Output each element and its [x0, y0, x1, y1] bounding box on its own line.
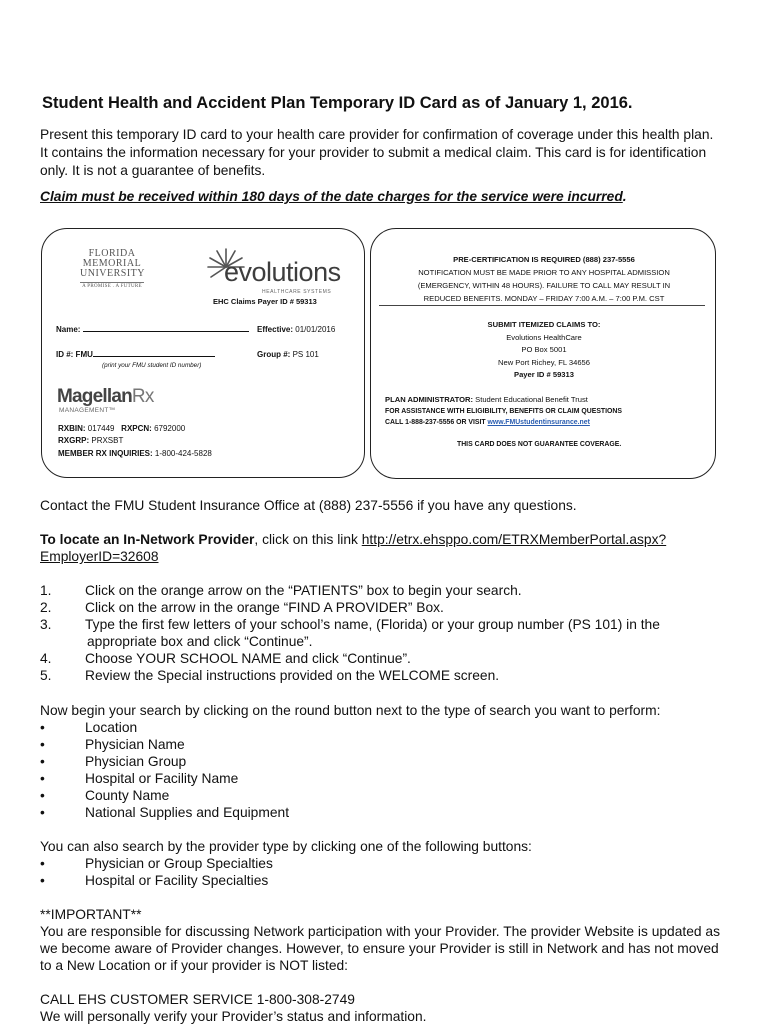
fmu-logo-line1: FLORIDA — [88, 248, 136, 259]
search-intro: Now begin your search by clicking on the round button next to the type of search you want to perform: — [40, 703, 661, 718]
call-customer-service: CALL EHS CUSTOMER SERVICE 1-800-308-2749 — [40, 992, 355, 1007]
effective-value: 01/01/2016 — [295, 325, 336, 334]
assistance-call: CALL 1-888-237-5556 OR VISIT — [385, 419, 486, 426]
submit-payer-id: Payer ID # 59313 — [514, 370, 574, 379]
locate-bold: To locate an In-Network Provider — [40, 532, 255, 547]
page-title: Student Health and Accident Plan Temporary ID Card as of January 1, 2016. — [42, 94, 633, 112]
step-text: Click on the arrow in the orange “FIND A PROVIDER” Box. — [85, 600, 444, 615]
magellan-sub: MANAGEMENT™ — [59, 407, 116, 414]
assistance-line1: FOR ASSISTANCE WITH ELIGIBILITY, BENEFITS OR CLAIM QUESTIONS — [385, 408, 622, 415]
list-item — [40, 736, 730, 753]
list-item — [40, 667, 730, 684]
plan-admin-row — [385, 394, 588, 405]
search-type-label: Physician Name — [85, 737, 185, 752]
list-item — [40, 804, 730, 821]
list-item — [40, 599, 730, 616]
fmu-logo-tagline: A PROMISE . A FUTURE — [80, 282, 144, 289]
magellan-word: Magellan — [57, 386, 132, 407]
precert-line2: (EMERGENCY, WITHIN 48 HOURS). FAILURE TO CALL MAY RESULT IN — [417, 281, 671, 290]
contact-line: Contact the FMU Student Insurance Office at (888) 237-5556 if you have any questions. — [40, 498, 577, 513]
bullet-icon: • — [40, 720, 45, 735]
fmu-insurance-link[interactable]: www.FMUstudentinsurance.net — [487, 419, 590, 426]
verify-line: We will personally verify your Provider’s status and information. — [40, 1009, 427, 1024]
search-type-label: Hospital or Facility Name — [85, 771, 239, 786]
search-type-label: National Supplies and Equipment — [85, 805, 290, 820]
group-label: Group #: — [257, 350, 291, 359]
submit-line1: Evolutions HealthCare — [506, 332, 582, 342]
assistance-line2 — [385, 417, 590, 428]
precert-line3: REDUCED BENEFITS. MONDAY – FRIDAY 7:00 A.M. – 7:00 P.M. CST — [423, 294, 665, 303]
name-label: Name: — [56, 325, 81, 334]
provider-types-list — [40, 855, 730, 889]
search-types-list — [40, 719, 730, 821]
evolutions-wordmark: evolutions — [224, 257, 341, 287]
bullet-icon: • — [40, 754, 45, 769]
member-rx-label: MEMBER RX INQUIRIES: — [58, 449, 153, 458]
bullet-icon: • — [40, 788, 45, 803]
locate-provider — [40, 531, 730, 565]
name-row — [56, 324, 249, 335]
no-guarantee-note: THIS CARD DOES NOT GUARANTEE COVERAGE. — [457, 441, 622, 448]
rxgrp-row — [58, 435, 123, 446]
important-text: You are responsible for discussing Network participation with your Provider. The provider Website is updated as we become aware of Provider changes. However, to ensure your Provider is still in Network and has not moved to a New Location or if your provider is NOT listed: — [40, 924, 720, 973]
id-hint: (print your FMU student ID number) — [102, 362, 202, 369]
step-text: Review the Special instructions provided on the WELCOME screen. — [85, 668, 500, 683]
submit-line3: New Port Richey, FL 34656 — [497, 357, 590, 367]
rxpcn-label: RXPCN: — [121, 424, 152, 433]
intro-paragraph: Present this temporary ID card to your health care provider for confirmation of coverage under this health plan. It contains the information necessary for your provider to submit a medical claim. This card is for identification only. It is not a guarantee of benefits. — [40, 127, 714, 178]
provider-portal-link[interactable]: http://etrx.ehsppo.com/ETRXMemberPortal.aspx? — [361, 532, 667, 547]
claim-deadline-period: . — [622, 189, 627, 204]
step-number: 2. — [40, 600, 52, 615]
list-item — [40, 770, 730, 787]
rxpcn-value: 6792000 — [154, 424, 186, 433]
card-divider — [379, 305, 705, 306]
id-label: ID #: FMU — [56, 350, 93, 359]
list-item — [40, 855, 730, 872]
plan-admin-value: Student Educational Benefit Trust — [475, 395, 588, 404]
id-blank — [93, 356, 215, 357]
step-text-cont: appropriate box and click “Continue”. — [87, 634, 313, 649]
group-row — [257, 349, 319, 360]
list-item — [40, 616, 730, 650]
claim-deadline-note — [40, 189, 627, 204]
magellan-logo — [57, 386, 154, 414]
effective-row — [257, 324, 335, 335]
ehc-payer-id: EHC Claims Payer ID # 59313 — [213, 297, 317, 306]
rxbin-label: RXBIN: — [58, 424, 86, 433]
id-card-back — [370, 228, 716, 479]
effective-label: Effective: — [257, 325, 294, 334]
name-blank — [83, 331, 249, 332]
provider-type-label: Hospital or Facility Specialties — [85, 873, 269, 888]
rxbin-value: 017449 — [87, 424, 115, 433]
search-type-label: Location — [85, 720, 138, 735]
magellan-rx: Rx — [131, 386, 154, 407]
rxbin-row — [58, 423, 185, 434]
step-number: 5. — [40, 668, 52, 683]
important-title: **IMPORTANT** — [40, 907, 142, 922]
member-rx-value: 1-800-424-5828 — [154, 449, 212, 458]
list-item — [40, 787, 730, 804]
member-rx-row — [58, 448, 212, 459]
submit-line2: PO Box 5001 — [521, 345, 567, 354]
precert-line1: NOTIFICATION MUST BE MADE PRIOR TO ANY HOSPITAL ADMISSION — [418, 268, 670, 277]
id-card-front — [41, 228, 365, 478]
rxgrp-value: PRXSBT — [91, 436, 124, 445]
provider-portal-link-cont[interactable]: EmployerID=32608 — [40, 549, 159, 564]
steps-list — [40, 582, 730, 684]
search-type-label: Physician Group — [85, 754, 187, 769]
submit-claims-block — [371, 319, 717, 382]
group-value: PS 101 — [292, 350, 319, 359]
search-type-label: County Name — [85, 788, 170, 803]
claim-deadline-text: Claim must be received within 180 days of the date charges for the service were incurred — [40, 189, 623, 204]
fmu-logo — [80, 249, 144, 289]
fmu-logo-line2: MEMORIAL — [82, 258, 142, 269]
submit-title: SUBMIT ITEMIZED CLAIMS TO: — [487, 320, 601, 329]
bullet-icon: • — [40, 771, 45, 786]
evolutions-subtitle: HEALTHCARE SYSTEMS — [262, 289, 332, 295]
id-row — [56, 349, 215, 360]
step-text: Type the first few letters of your school’s name, (Florida) or your group number (PS 101) in the — [85, 617, 660, 632]
rxgrp-label: RXGRP: — [58, 436, 90, 445]
list-item — [40, 872, 730, 889]
step-number: 1. — [40, 583, 52, 598]
list-item — [40, 582, 730, 599]
fmu-logo-line3: UNIVERSITY — [80, 268, 145, 279]
list-item — [40, 753, 730, 770]
bullet-icon: • — [40, 873, 45, 888]
list-item — [40, 719, 730, 736]
plan-admin-label: PLAN ADMINISTRATOR: — [385, 395, 474, 404]
bullet-icon: • — [40, 737, 45, 752]
step-number: 4. — [40, 651, 52, 666]
locate-text: , click on this link — [254, 532, 362, 547]
precert-title: PRE-CERTIFICATION IS REQUIRED (888) 237-5556 — [453, 255, 635, 264]
step-text: Click on the orange arrow on the “PATIENTS” box to begin your search. — [85, 583, 522, 598]
provider-type-label: Physician or Group Specialties — [85, 856, 273, 871]
provider-intro: You can also search by the provider type by clicking one of the following buttons: — [40, 839, 532, 854]
bullet-icon: • — [40, 856, 45, 871]
precert-block — [371, 266, 717, 305]
step-text: Choose YOUR SCHOOL NAME and click “Continue”. — [85, 651, 411, 666]
list-item — [40, 650, 730, 667]
step-number: 3. — [40, 617, 52, 632]
bullet-icon: • — [40, 805, 45, 820]
